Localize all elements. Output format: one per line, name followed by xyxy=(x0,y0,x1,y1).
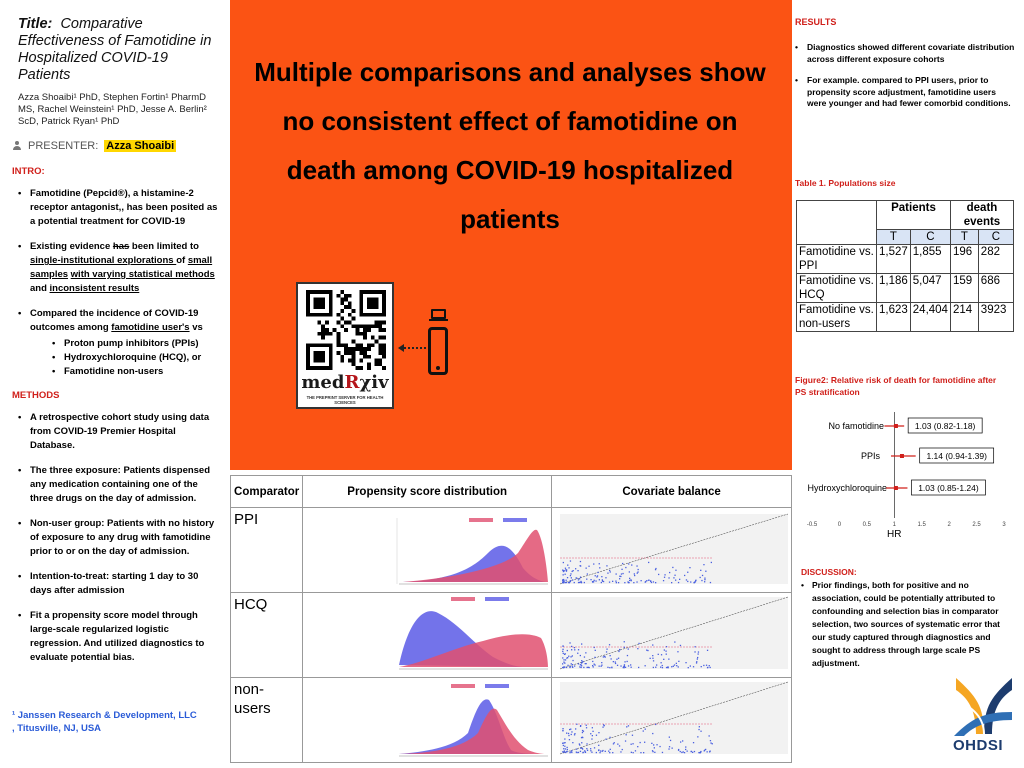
ps-distribution-plot xyxy=(303,593,552,678)
x-tick-label: 2 xyxy=(947,522,951,528)
presenter xyxy=(12,140,220,152)
table-row xyxy=(231,593,792,678)
qr-code-icon[interactable] xyxy=(304,290,388,370)
table-row: Famotidine vs. non-users 1,623 24,404 214 3923 xyxy=(797,303,1014,332)
intro-list xyxy=(18,187,220,379)
table1-caption: Table 1. Populations size xyxy=(795,178,896,188)
methods-item: • The three exposure: Patients dispensed any medication containing one of the three drugs on the day of admission. xyxy=(18,464,220,506)
intro-item: • Famotidine (Pepcid®), a histamine-2 receptor antagonist,, has been posited as a potential treatment for COVID-19 xyxy=(18,187,220,229)
title-text: Comparative Effectiveness of Famotidine in Hospitalized COVID-19 Patients xyxy=(18,16,212,83)
ps-distribution-plot xyxy=(303,508,552,593)
results-heading: RESULTS xyxy=(795,17,837,27)
series-name: No famotidine xyxy=(828,421,884,431)
methods-item: • Intention-to-treat: starting 1 day to 30 days after admission xyxy=(18,570,220,598)
medrxiv-tagline: THE PREPRINT SERVER FOR HEALTH SCIENCES xyxy=(306,395,384,405)
column-header: Covariate balance xyxy=(552,476,792,508)
comparator-item: • Hydroxychloroquine (HCQ), or xyxy=(30,351,220,365)
results-item: • Diagnostics showed different covariate distribution across different exposure cohorts xyxy=(795,42,1017,65)
hr-point xyxy=(894,424,898,428)
ps-plot-hcq xyxy=(303,593,550,677)
comparator-header: C xyxy=(910,230,950,245)
balance-plot-ppi xyxy=(552,508,790,592)
ohdsi-logo-icon xyxy=(954,678,1014,736)
x-tick-label: 3 xyxy=(1002,522,1006,528)
laptop-icon xyxy=(431,309,446,319)
presenter-name: Azza Shoaibi xyxy=(106,140,175,152)
comparator-label: HCQ xyxy=(231,593,303,678)
x-tick-label: 1.5 xyxy=(917,522,926,528)
methods-heading: METHODS xyxy=(12,390,60,401)
comparator-header: C xyxy=(978,230,1013,245)
forest-plot xyxy=(792,400,1024,540)
methods-item: • Fit a propensity score model through large-scale regularized logistic regression. And utilized diagnostics to evaluate potential bias. xyxy=(18,609,220,665)
x-tick-label: 0 xyxy=(837,522,842,528)
key-finding-banner xyxy=(230,0,792,470)
discussion-heading: DISCUSSION: xyxy=(801,567,857,577)
intro-heading: INTRO: xyxy=(12,166,45,177)
ps-plot-nonusers xyxy=(303,678,550,762)
covariate-balance-plot xyxy=(552,508,792,593)
balance-plot-nonusers xyxy=(552,678,790,762)
affiliation: ¹ Janssen Research & Development, LLC , Titusville, NJ, USA xyxy=(12,710,197,734)
ohdsi-wordmark: OHDSI xyxy=(953,737,1004,754)
authors: Azza Shoaibi¹ PhD, Stephen Fortin¹ PharmD MS, Rachel Weinstein¹ PhD, Jesse A. Berlin² ScD, Patrick Ryan¹ PhD xyxy=(18,92,207,127)
series-name: PPIs xyxy=(860,451,880,461)
table-corner-cell xyxy=(797,201,877,245)
presenter-label: PRESENTER: xyxy=(28,140,99,152)
methods-item: • A retrospective cohort study using data from COVID-19 Premier Hospital Database. xyxy=(18,411,220,453)
right-column xyxy=(792,0,1024,768)
key-finding-headline: Multiple comparisons and analyses show no consistent effect of famotidine on death among COVID-19 hospitalized patients xyxy=(254,57,766,234)
patients-header: Patients xyxy=(877,201,951,230)
estimate-label: 1.03 (0.82-1.18) xyxy=(914,421,976,431)
comparator-list xyxy=(30,337,220,379)
table-row xyxy=(231,678,792,763)
medrxiv-qr-card[interactable] xyxy=(296,282,394,409)
comparator-item: • Famotidine non-users xyxy=(30,365,220,379)
medrxiv-logo: medRχiv xyxy=(301,372,389,393)
figure2-caption: Figure2: Relative risk of death for famotidine after PS stratification xyxy=(795,375,997,397)
comparator-item: • Proton pump inhibitors (PPIs) xyxy=(30,337,220,351)
ps-distribution-plot xyxy=(303,678,552,763)
results-item: • For example. compared to PPI users, prior to propensity score adjustment, famotidine users were younger and had fewer comorbid conditions. xyxy=(795,75,1017,110)
table-row xyxy=(231,508,792,593)
methods-list xyxy=(18,411,220,665)
treated-header: T xyxy=(877,230,911,245)
left-column xyxy=(0,0,230,768)
hr-point xyxy=(900,454,904,458)
estimate-label: 1.14 (0.94-1.39) xyxy=(926,451,987,461)
covariate-balance-plot xyxy=(552,678,792,763)
title-label: Title: xyxy=(18,16,53,32)
table-row: Famotidine vs. PPI 1,527 1,855 196 282 xyxy=(797,245,1014,274)
intro-item: • Existing evidence has been limited to single-institutional explorations of small samples with varying statistical methods and inconsistent results xyxy=(18,240,220,296)
death-events-header: death events xyxy=(950,201,1013,230)
series-name: Hydroxychloroquine xyxy=(807,483,887,493)
x-tick-label: 1 xyxy=(892,522,896,528)
x-tick-label: 0.5 xyxy=(862,522,872,528)
column-header: Comparator xyxy=(231,476,303,508)
column-header: Propensity score distribution xyxy=(303,476,552,508)
population-size-table xyxy=(796,200,1014,332)
x-tick-label: -0.5 xyxy=(806,522,818,528)
covariate-balance-plot xyxy=(552,593,792,678)
person-icon xyxy=(12,141,22,151)
treated-header: T xyxy=(950,230,978,245)
smartphone-icon xyxy=(428,327,448,375)
hr-point xyxy=(894,486,898,490)
balance-plot-hcq xyxy=(552,593,790,677)
comparator-diagnostics-table xyxy=(230,475,792,763)
arrow-icon xyxy=(400,347,426,349)
ps-plot-ppi xyxy=(303,508,550,592)
table-row: Famotidine vs. HCQ 1,186 5,047 159 686 xyxy=(797,274,1014,303)
discussion-item: • Prior findings, both for positive and no association, could be potentially attributed to confounding and selection bias in comparator selection, two sources of systematic error that our study captured through diagnostics and sought to address through large scale PS adjustment. xyxy=(801,579,1013,670)
poster-title xyxy=(18,16,220,84)
methods-item: • Non-user group: Patients with no history of exposure to any drug with famotidine prior to or on the day of admission. xyxy=(18,517,220,559)
x-axis-label: HR xyxy=(887,529,902,540)
comparator-label: non-users xyxy=(231,678,303,763)
x-tick-label: 2.5 xyxy=(972,522,981,528)
results-list xyxy=(795,42,1017,120)
comparator-label: PPI xyxy=(231,508,303,593)
intro-item: • Compared the incidence of COVID-19 outcomes among famotidine user's vs • Proton pump inhibitors (PPIs) • Hydroxychloroquine (HCQ), or • Famotidine non-users xyxy=(18,307,220,379)
estimate-label: 1.03 (0.85-1.24) xyxy=(918,483,979,493)
